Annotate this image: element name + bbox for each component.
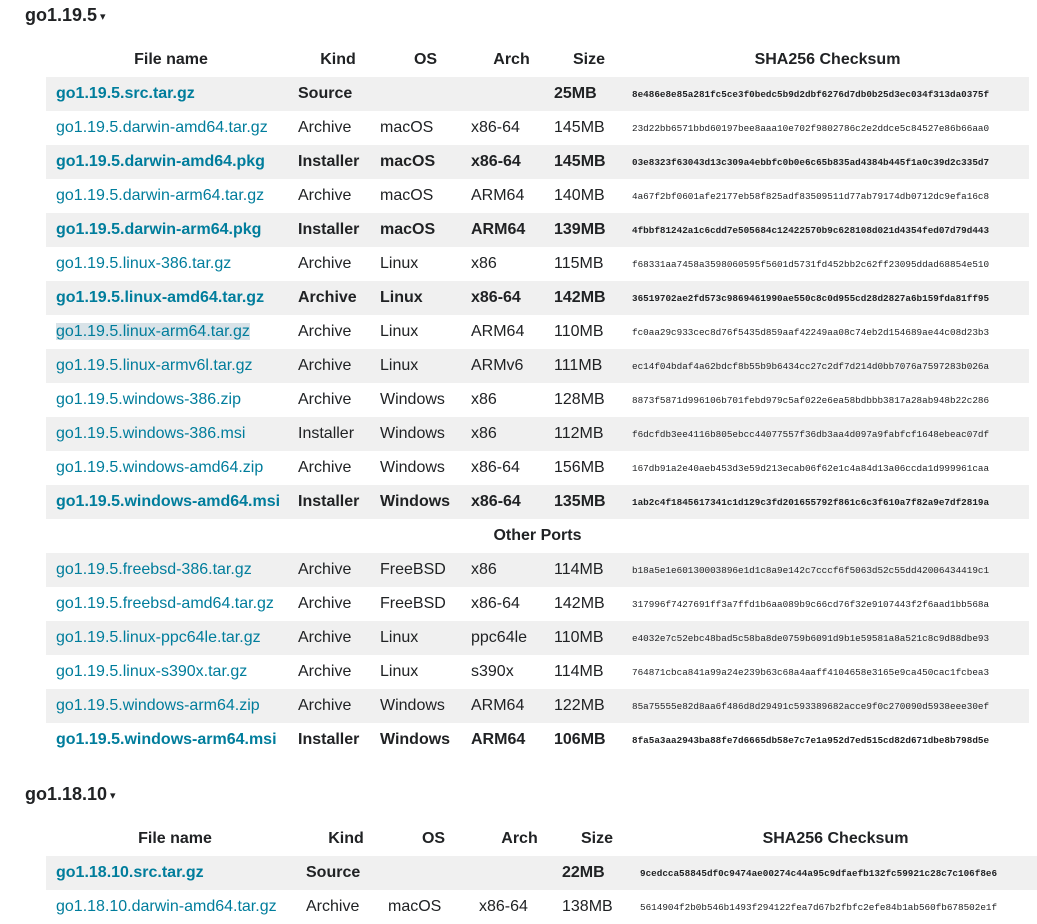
downloads-table-go1-18-10: [46, 822, 1037, 924]
size-cell: 111MB: [552, 349, 626, 383]
checksum-cell: b18a5e1e60130003896e1d1c8a9e142c7cccf6f5063d52c55dd42006434419c1: [626, 553, 1029, 587]
kind-cell: Archive: [296, 315, 380, 349]
file-name-cell: [46, 587, 296, 621]
download-link[interactable]: go1.19.5.windows-386.zip: [56, 391, 242, 408]
download-link[interactable]: go1.19.5.windows-amd64.msi: [56, 493, 281, 510]
download-row: [46, 856, 1037, 890]
header-kind: Kind: [320, 51, 356, 68]
checksum-cell: fc0aa29c933cec8d76f5435d859aaf42249aa08c74eb2d154689ae44c08d23b3: [626, 315, 1029, 349]
checksum-cell: 23d22bb6571bbd60197bee8aaa10e702f9802786c2e2ddce5c84527e86b66aa0: [626, 111, 1029, 145]
checksum-cell: ec14f04bdaf4a62bdcf8b55b9b6434cc27c2df7d214d0bb7076a7597283b026a: [626, 349, 1029, 383]
size-cell: 145MB: [552, 111, 626, 145]
file-name-cell: [46, 856, 304, 890]
download-link[interactable]: go1.19.5.linux-arm64.tar.gz: [56, 323, 250, 340]
file-name-cell: [46, 383, 296, 417]
download-link[interactable]: go1.19.5.windows-arm64.zip: [56, 697, 260, 714]
download-row: [46, 485, 1029, 519]
arch-cell: x86: [471, 553, 552, 587]
arch-cell: x86: [471, 417, 552, 451]
header-file-name: File name: [134, 51, 208, 68]
table-header-row: [46, 822, 1037, 856]
checksum-cell: 8873f5871d996106b701febd979c5af022e6ea58bdbbb3817a28ab948b22c286: [626, 383, 1029, 417]
arch-cell: ARM64: [471, 689, 552, 723]
header-os: OS: [413, 51, 438, 68]
downloads-table-go1-19-5: [46, 43, 1029, 757]
checksum-cell: 36519702ae2fd573c9869461990ae550c8c0d955cd28d2827a6b159fda81ff95: [626, 281, 1029, 315]
download-link[interactable]: go1.19.5.darwin-arm64.tar.gz: [56, 187, 265, 204]
file-name-cell: [46, 315, 296, 349]
download-row: [46, 451, 1029, 485]
file-name-cell: [46, 689, 296, 723]
os-cell: macOS: [388, 890, 479, 924]
os-cell: Linux: [380, 655, 471, 689]
checksum-cell: 03e8323f63043d13c309a4ebbfc0b0e6c65b835ad4384b445f1a0c39d2c335d7: [626, 145, 1029, 179]
download-row: [46, 145, 1029, 179]
file-name-cell: [46, 723, 296, 757]
size-cell: 142MB: [552, 587, 626, 621]
arch-cell: s390x: [471, 655, 552, 689]
kind-cell: Archive: [296, 451, 380, 485]
os-cell: FreeBSD: [380, 553, 471, 587]
os-cell: Windows: [380, 485, 471, 519]
download-row: [46, 723, 1029, 757]
arch-cell: x86-64: [471, 451, 552, 485]
file-name-cell: [46, 485, 296, 519]
arch-cell: ARM64: [471, 315, 552, 349]
size-cell: 140MB: [552, 179, 626, 213]
arch-cell: [471, 77, 552, 111]
kind-cell: Archive: [296, 383, 380, 417]
checksum-cell: 4fbbf81242a1c6cdd7e505684c12422570b9c628108d021d4354fed07d79d443: [626, 213, 1029, 247]
kind-cell: Archive: [296, 587, 380, 621]
header-size: Size: [580, 830, 613, 847]
download-link[interactable]: go1.19.5.freebsd-amd64.tar.gz: [56, 595, 274, 612]
file-name-cell: [46, 655, 296, 689]
arch-cell: ARM64: [471, 213, 552, 247]
arch-cell: x86-64: [471, 485, 552, 519]
arch-cell: x86-64: [471, 281, 552, 315]
download-link[interactable]: go1.19.5.darwin-amd64.pkg: [56, 153, 265, 170]
header-arch: Arch: [493, 51, 530, 68]
header-kind: Kind: [328, 830, 364, 847]
download-link[interactable]: go1.19.5.windows-386.msi: [56, 425, 246, 442]
kind-cell: Installer: [296, 213, 380, 247]
size-cell: 25MB: [552, 77, 626, 111]
os-cell: macOS: [380, 179, 471, 213]
os-cell: Windows: [380, 383, 471, 417]
file-name-cell: [46, 145, 296, 179]
kind-cell: Archive: [296, 179, 380, 213]
download-row: [46, 247, 1029, 281]
download-row: [46, 77, 1029, 111]
arch-cell: x86-64: [479, 890, 560, 924]
release-toggle-go1-19-5[interactable]: [25, 5, 106, 26]
download-row: [46, 655, 1029, 689]
os-cell: Linux: [380, 315, 471, 349]
kind-cell: Archive: [296, 621, 380, 655]
os-cell: macOS: [380, 145, 471, 179]
header-os: OS: [421, 830, 446, 847]
arch-cell: x86-64: [471, 587, 552, 621]
kind-cell: Source: [304, 856, 388, 890]
download-row: [46, 349, 1029, 383]
checksum-cell: 764871cbca841a99a24e239b63c68a4aaff4104658e3165e9ca450cac1fcbea3: [626, 655, 1029, 689]
header-checksum: SHA256 Checksum: [754, 51, 901, 68]
checksum-cell: 8e486e8e85a281fc5ce3f0bedc5b9d2dbf6276d7db0b25d3ec034f313da0375f: [626, 77, 1029, 111]
os-cell: [388, 856, 479, 890]
file-name-cell: [46, 111, 296, 145]
download-link[interactable]: go1.19.5.windows-amd64.zip: [56, 459, 264, 476]
os-cell: FreeBSD: [380, 587, 471, 621]
size-cell: 122MB: [552, 689, 626, 723]
size-cell: 156MB: [552, 451, 626, 485]
download-row: [46, 281, 1029, 315]
size-cell: 145MB: [552, 145, 626, 179]
file-name-cell: [46, 213, 296, 247]
os-cell: macOS: [380, 213, 471, 247]
kind-cell: Installer: [296, 485, 380, 519]
size-cell: 112MB: [552, 417, 626, 451]
download-link[interactable]: go1.19.5.linux-s390x.tar.gz: [56, 663, 248, 680]
download-row: [46, 213, 1029, 247]
checksum-cell: 167db91a2e40aeb453d3e59d213ecab06f62e1c4a84d13a06ccda1d999961caa: [626, 451, 1029, 485]
size-cell: 139MB: [552, 213, 626, 247]
size-cell: 114MB: [552, 553, 626, 587]
os-cell: Linux: [380, 349, 471, 383]
download-row: [46, 553, 1029, 587]
download-row: [46, 315, 1029, 349]
download-link[interactable]: go1.19.5.freebsd-386.tar.gz: [56, 561, 252, 578]
os-cell: Windows: [380, 689, 471, 723]
size-cell: 128MB: [552, 383, 626, 417]
download-row: [46, 587, 1029, 621]
size-cell: 106MB: [552, 723, 626, 757]
kind-cell: Archive: [296, 247, 380, 281]
download-row: [46, 621, 1029, 655]
checksum-cell: f6dcfdb3ee4116b805ebcc44077557f36db3aa4d097a9fabfcf1648ebeac07df: [626, 417, 1029, 451]
download-link[interactable]: go1.19.5.darwin-amd64.tar.gz: [56, 119, 268, 136]
checksum-cell: 9cedcca58845df0c9474ae00274c44a95c9dfaefb132fc59921c28c7c106f8e6: [634, 856, 1037, 890]
table-header-row: [46, 43, 1029, 77]
kind-cell: Archive: [296, 689, 380, 723]
kind-cell: Installer: [296, 417, 380, 451]
kind-cell: Archive: [296, 655, 380, 689]
os-cell: [380, 77, 471, 111]
header-file-name: File name: [138, 830, 212, 847]
size-cell: 138MB: [560, 890, 634, 924]
download-link[interactable]: go1.19.5.linux-amd64.tar.gz: [56, 289, 265, 306]
header-size: Size: [572, 51, 605, 68]
os-cell: Windows: [380, 723, 471, 757]
kind-cell: Archive: [296, 111, 380, 145]
arch-cell: ARMv6: [471, 349, 552, 383]
checksum-cell: 317996f7427691ff3a7ffd1b6aa089b9c66cd76f32e9107443f2f6aad1bb568a: [626, 587, 1029, 621]
checksum-cell: 4a67f2bf0601afe2177eb58f825adf83509511d77ab79174db0712dc9efa16c8: [626, 179, 1029, 213]
kind-cell: Installer: [296, 145, 380, 179]
file-name-cell: [46, 179, 296, 213]
checksum-cell: 85a75555e82d8aa6f486d8d29491c593389682acce9f0c270090d5938eee30ef: [626, 689, 1029, 723]
download-link[interactable]: go1.18.10.darwin-amd64.tar.gz: [56, 898, 277, 915]
download-link[interactable]: go1.18.10.src.tar.gz: [56, 864, 204, 881]
file-name-cell: [46, 281, 296, 315]
download-link[interactable]: go1.19.5.linux-armv6l.tar.gz: [56, 357, 253, 374]
size-cell: 135MB: [552, 485, 626, 519]
download-row: [46, 179, 1029, 213]
os-cell: Windows: [380, 451, 471, 485]
arch-cell: x86-64: [471, 145, 552, 179]
download-link[interactable]: go1.19.5.darwin-arm64.pkg: [56, 221, 262, 238]
caret-down-icon: ▾: [100, 11, 106, 23]
checksum-cell: 8fa5a3aa2943ba88fe7d6665db58e7c7e1a952d7ed515cd82d671dbe8b798d5e: [626, 723, 1029, 757]
header-checksum: SHA256 Checksum: [762, 830, 909, 847]
download-link[interactable]: go1.19.5.src.tar.gz: [56, 85, 195, 102]
file-name-cell: [46, 553, 296, 587]
header-arch: Arch: [501, 830, 538, 847]
download-row: [46, 383, 1029, 417]
arch-cell: [479, 856, 560, 890]
size-cell: 114MB: [552, 655, 626, 689]
checksum-cell: 5614904f2b0b546b1493f294122fea7d67b2fbfc2efe84b1ab560fb678502e1f: [634, 890, 1037, 924]
download-link[interactable]: go1.19.5.linux-386.tar.gz: [56, 255, 232, 272]
release-version: go1.18.10: [25, 784, 108, 804]
arch-cell: x86: [471, 247, 552, 281]
size-cell: 115MB: [552, 247, 626, 281]
release-version: go1.19.5: [25, 5, 98, 25]
os-cell: Linux: [380, 247, 471, 281]
kind-cell: Source: [296, 77, 380, 111]
download-row: [46, 689, 1029, 723]
os-cell: Linux: [380, 621, 471, 655]
kind-cell: Installer: [296, 723, 380, 757]
other-ports-label: Other Ports: [46, 519, 1029, 553]
checksum-cell: e4032e7c52ebc48bad5c58ba8de0759b6091d9b1e59581a8a521c8c9d88dbe93: [626, 621, 1029, 655]
arch-cell: x86-64: [471, 111, 552, 145]
size-cell: 22MB: [560, 856, 634, 890]
file-name-cell: [46, 77, 296, 111]
arch-cell: ARM64: [471, 723, 552, 757]
caret-down-icon: ▾: [110, 790, 116, 802]
release-toggle-go1-18-10[interactable]: [25, 784, 116, 805]
os-cell: Linux: [380, 281, 471, 315]
os-cell: macOS: [380, 111, 471, 145]
file-name-cell: [46, 417, 296, 451]
kind-cell: Archive: [296, 349, 380, 383]
size-cell: 110MB: [552, 315, 626, 349]
arch-cell: ARM64: [471, 179, 552, 213]
download-link[interactable]: go1.19.5.windows-arm64.msi: [56, 731, 277, 748]
os-cell: Windows: [380, 417, 471, 451]
arch-cell: x86: [471, 383, 552, 417]
file-name-cell: [46, 451, 296, 485]
download-link[interactable]: go1.19.5.linux-ppc64le.tar.gz: [56, 629, 261, 646]
size-cell: 142MB: [552, 281, 626, 315]
file-name-cell: [46, 247, 296, 281]
checksum-cell: f68331aa7458a3598060595f5601d5731fd452bb2c62ff23095ddad68854e510: [626, 247, 1029, 281]
file-name-cell: [46, 349, 296, 383]
other-ports-row: [46, 519, 1029, 553]
kind-cell: Archive: [296, 281, 380, 315]
kind-cell: Archive: [304, 890, 388, 924]
size-cell: 110MB: [552, 621, 626, 655]
checksum-cell: 1ab2c4f1845617341c1d129c3fd201655792f861c6c3f610a7f82a9e7df2819a: [626, 485, 1029, 519]
kind-cell: Archive: [296, 553, 380, 587]
download-row: [46, 417, 1029, 451]
file-name-cell: [46, 621, 296, 655]
download-row: [46, 111, 1029, 145]
arch-cell: ppc64le: [471, 621, 552, 655]
